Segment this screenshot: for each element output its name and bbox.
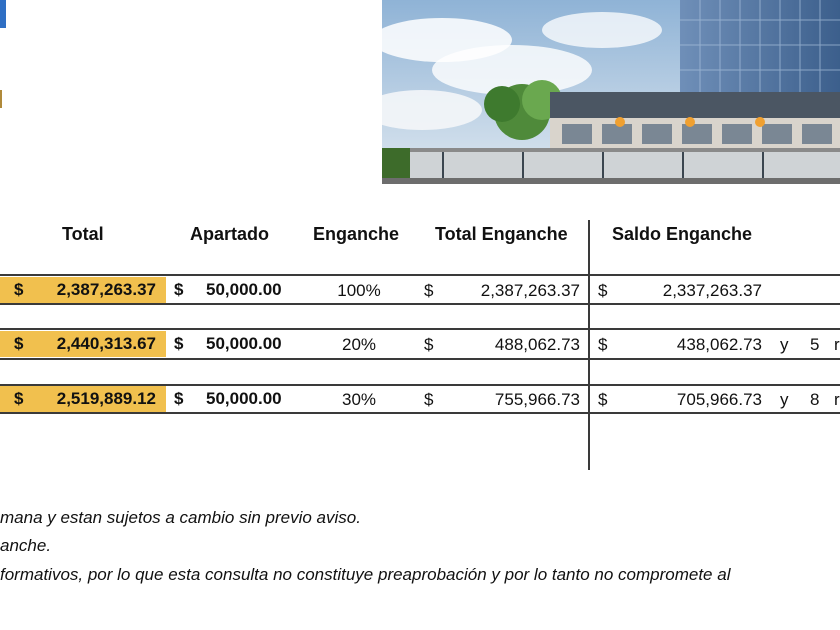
row-3-apartado: 50,000.00 — [206, 389, 282, 408]
row-rule — [0, 274, 840, 276]
header-saldo-enganche: Saldo Enganche — [612, 224, 753, 244]
currency-sign: $ — [14, 389, 24, 408]
row-rule — [0, 412, 840, 414]
row-2-total: 2,440,313.67 — [56, 334, 156, 353]
row-2-edge-mark: r — [834, 335, 840, 354]
row-1-saldo-enganche: 2,337,263.37 — [662, 281, 762, 300]
currency-sign: $ — [14, 280, 24, 299]
currency-sign: $ — [424, 335, 434, 354]
header-enganche: Enganche — [313, 224, 400, 244]
row-rule — [0, 328, 840, 330]
row-2-total-enganche: 488,062.73 — [494, 335, 580, 354]
note-1: mana y estan sujetos a cambio sin previo aviso. — [0, 508, 361, 527]
row-1-total-enganche: 2,387,263.37 — [480, 281, 580, 300]
currency-sign: $ — [598, 335, 608, 354]
row-2-apartado: 50,000.00 — [206, 334, 282, 353]
row-2-n: 5 — [810, 335, 820, 354]
row-3-total: 2,519,889.12 — [56, 389, 156, 408]
row-3-total-enganche: 755,966.73 — [494, 390, 580, 409]
row-3-y: y — [780, 390, 789, 409]
row-3-n: 8 — [810, 390, 820, 409]
building-rendering — [382, 0, 840, 184]
header-total: Total — [62, 224, 104, 244]
row-rule — [0, 303, 840, 305]
currency-sign: $ — [174, 389, 184, 408]
currency-sign: $ — [424, 390, 434, 409]
row-1-total: 2,387,263.37 — [56, 280, 156, 299]
currency-sign: $ — [424, 281, 434, 300]
row-2-saldo-enganche: 438,062.73 — [676, 335, 762, 354]
left-edge-tab — [0, 0, 6, 28]
row-2-enganche: 20% — [341, 335, 377, 354]
currency-sign: $ — [598, 281, 608, 300]
header-apartado: Apartado — [190, 224, 270, 244]
header-total-enganche: Total Enganche — [435, 224, 568, 244]
building-rendering-icon — [382, 0, 840, 184]
note-3: formativos, por lo que esta consulta no constituye preaprobación y por lo tanto no compromete al — [0, 565, 731, 584]
currency-sign: $ — [598, 390, 608, 409]
currency-sign: $ — [174, 334, 184, 353]
column-divider — [588, 220, 590, 470]
row-3-saldo-enganche: 705,966.73 — [676, 390, 762, 409]
row-rule — [0, 358, 840, 360]
currency-sign: $ — [14, 334, 24, 353]
currency-sign: $ — [174, 280, 184, 299]
note-2: anche. — [0, 536, 52, 555]
row-2-y: y — [780, 335, 789, 354]
left-edge-mark — [0, 90, 2, 108]
row-1-enganche: 100% — [337, 281, 381, 300]
row-3-edge-mark: r — [834, 390, 840, 409]
row-3-enganche: 30% — [341, 390, 377, 409]
row-1-apartado: 50,000.00 — [206, 280, 282, 299]
